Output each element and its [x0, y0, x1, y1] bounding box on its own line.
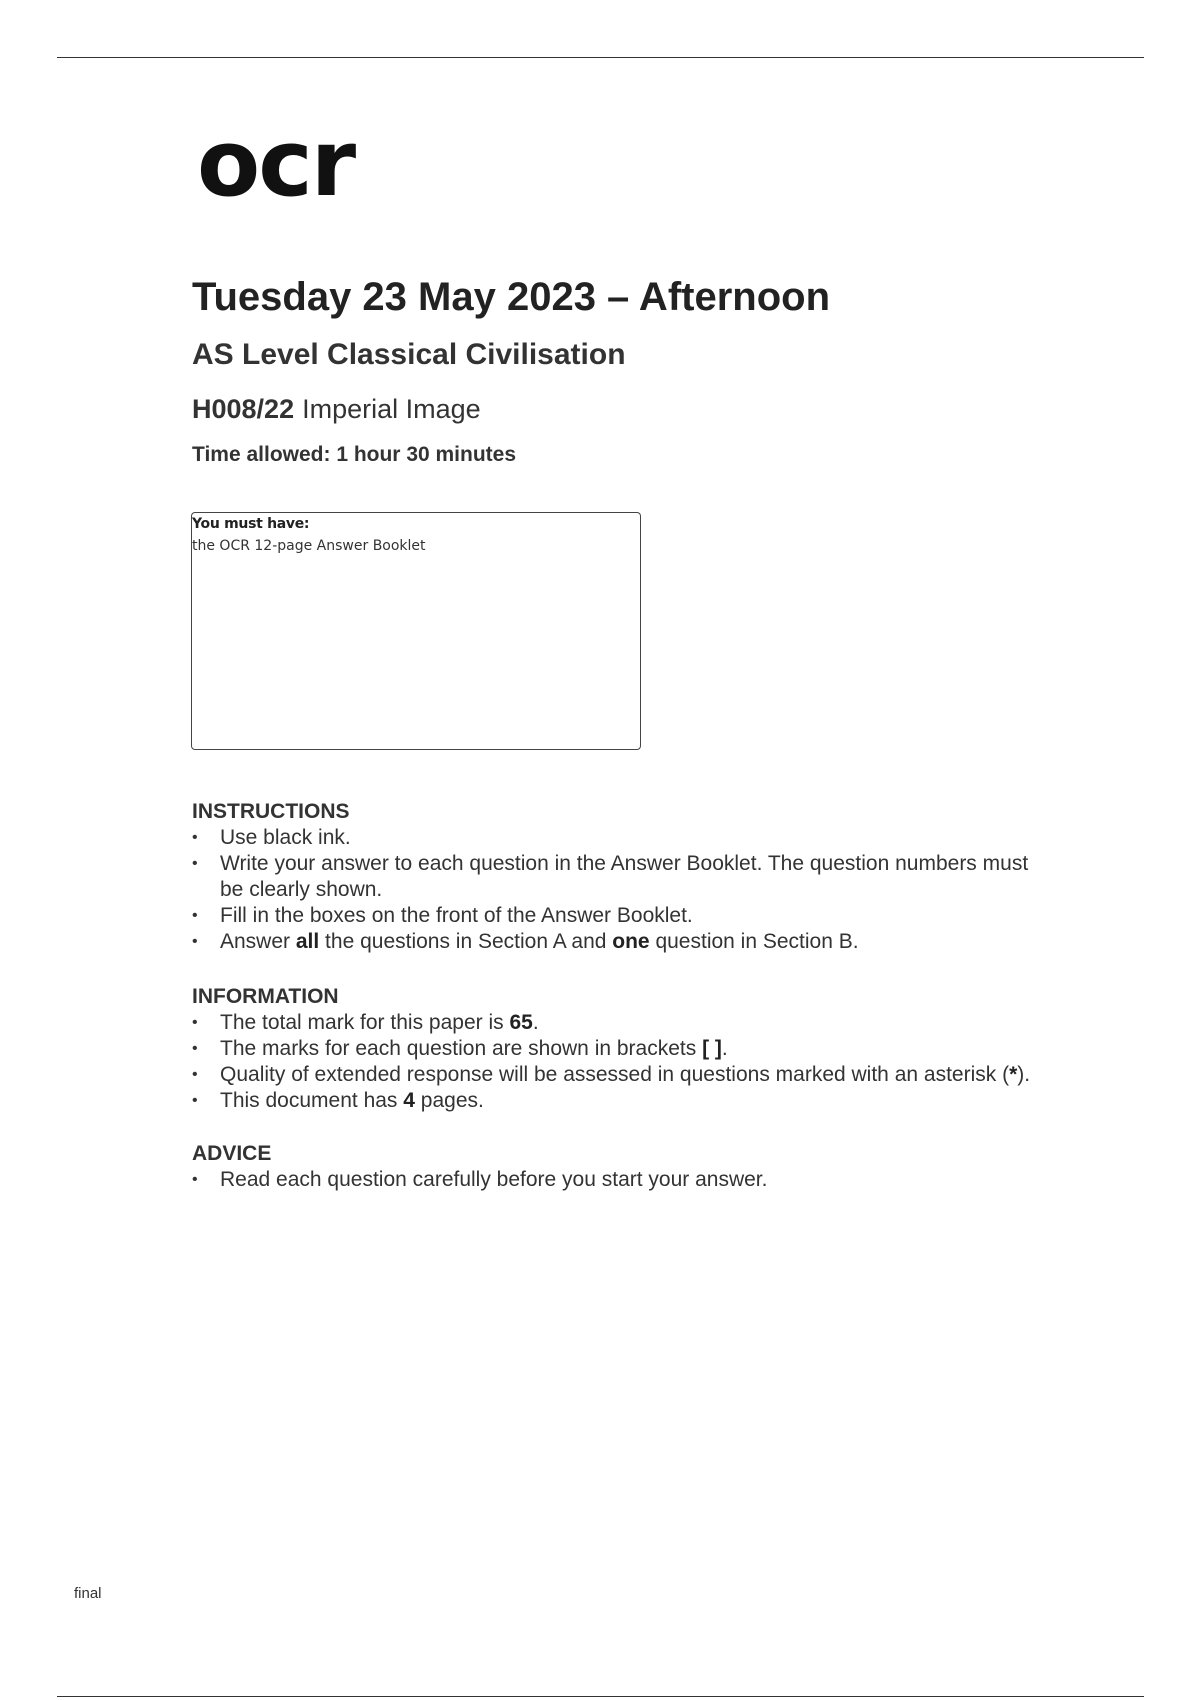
information-text: This document has — [220, 1089, 404, 1112]
you-must-have-box — [191, 512, 641, 750]
top-rule — [57, 57, 1144, 58]
bullet-icon: • — [192, 907, 198, 924]
instructions-list — [192, 825, 1092, 955]
you-must-have-item: the OCR 12-page Answer Booklet — [192, 538, 426, 554]
information-list — [192, 1010, 1092, 1114]
instructions-heading: INSTRUCTIONS — [192, 800, 350, 823]
information-text: pages. — [414, 1089, 484, 1112]
list-item — [192, 903, 1092, 929]
list-item — [192, 1010, 1092, 1036]
exam-date-title: Tuesday 23 May 2023 – Afternoon — [192, 275, 831, 319]
footer-label: final — [74, 1585, 102, 1602]
ocr-logo: ocr — [197, 110, 355, 217]
instruction-text: question in Section B. — [649, 930, 859, 953]
emphasis-text: 4 — [403, 1089, 415, 1112]
emphasis-text: one — [612, 930, 650, 953]
information-text: The total mark for this paper is — [220, 1011, 510, 1034]
emphasis-text: 65 — [509, 1011, 533, 1034]
list-item — [192, 1062, 1092, 1088]
information-text: . — [721, 1037, 728, 1060]
advice-heading: ADVICE — [192, 1142, 272, 1165]
list-item — [192, 1036, 1092, 1062]
bullet-icon: • — [192, 933, 198, 950]
advice-text: Read each question carefully before you start your answer. — [220, 1168, 768, 1191]
instruction-text: Answer — [220, 930, 296, 953]
bullet-icon: • — [192, 829, 198, 846]
qualification-title: AS Level Classical Civilisation — [192, 338, 626, 371]
bottom-rule — [57, 1696, 1144, 1697]
list-item — [192, 929, 1092, 955]
emphasis-text: [ ] — [702, 1037, 722, 1060]
bullet-icon: • — [192, 1040, 198, 1057]
information-text: Quality of extended response will be assessed in questions marked with an asterisk ( — [220, 1063, 1010, 1086]
time-allowed: Time allowed: 1 hour 30 minutes — [192, 443, 517, 466]
list-item — [192, 1088, 1092, 1114]
instruction-text: Fill in the boxes on the front of the Answer Booklet. — [220, 904, 693, 927]
bullet-icon: • — [192, 1066, 198, 1083]
instruction-text: the questions in Section A and — [319, 930, 613, 953]
instruction-text: Write your answer to each question in the Answer Booklet. The question numbers must be clearly shown. — [220, 852, 1029, 901]
bullet-icon: • — [192, 855, 198, 872]
bullet-icon: • — [192, 1014, 198, 1031]
emphasis-text: * — [1009, 1063, 1018, 1086]
information-text: . — [532, 1011, 539, 1034]
instruction-text: Use black ink. — [220, 826, 351, 849]
paper-code-line — [192, 396, 481, 423]
list-item — [192, 851, 1050, 903]
bullet-icon: • — [192, 1092, 198, 1109]
list-item — [192, 825, 1092, 851]
information-text: ). — [1017, 1063, 1031, 1086]
bullet-icon: • — [192, 1171, 198, 1188]
you-must-have-heading: You must have: — [192, 516, 310, 532]
advice-list — [192, 1167, 1092, 1193]
paper-code: H008/22 — [192, 394, 295, 424]
emphasis-text: all — [295, 930, 320, 953]
information-heading: INFORMATION — [192, 985, 339, 1008]
information-text: The marks for each question are shown in brackets — [220, 1037, 703, 1060]
paper-name: Imperial Image — [302, 394, 481, 424]
list-item — [192, 1167, 1092, 1193]
